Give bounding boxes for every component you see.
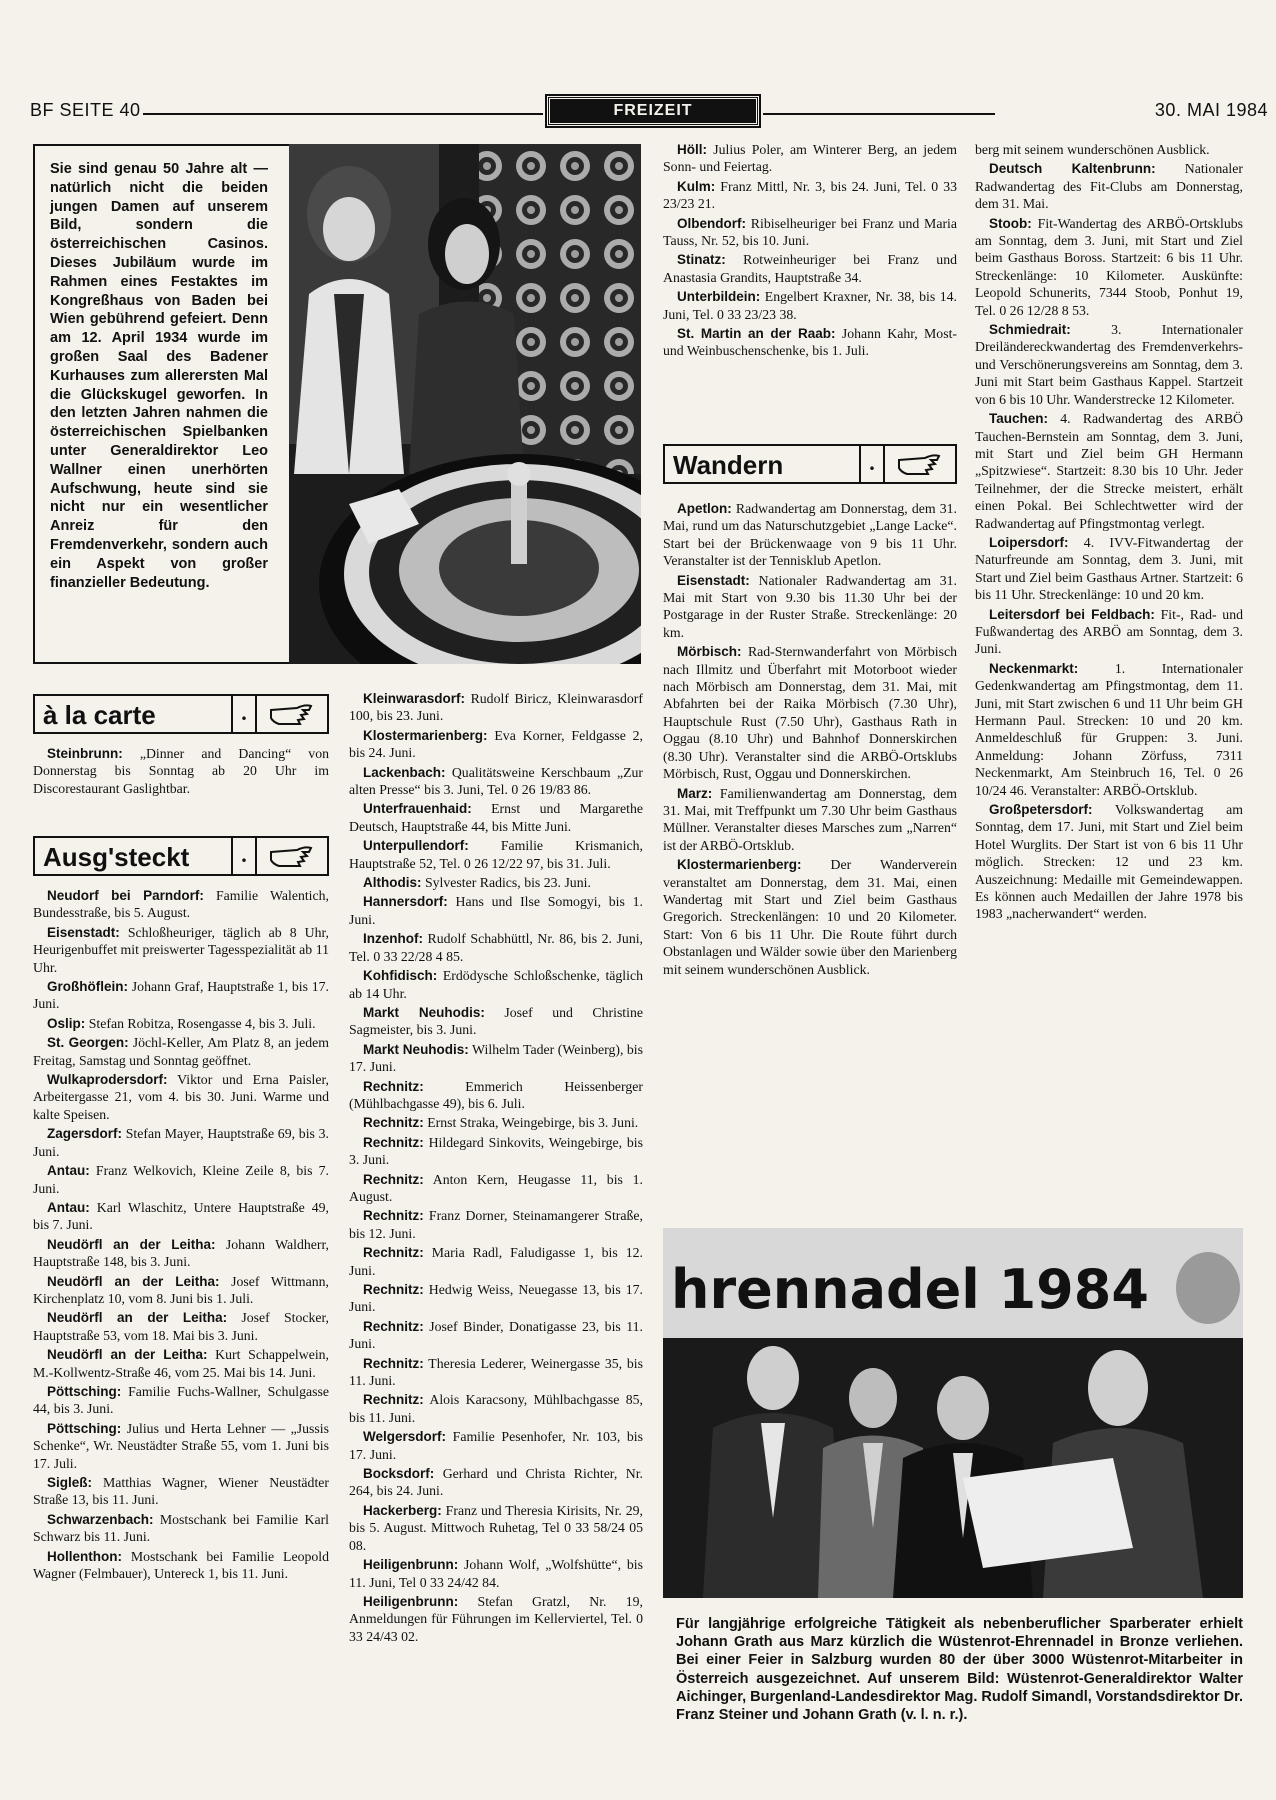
- entry-text: Kurt Schappelwein, M.-Kollwentz-Straße 46, vom 25. Mai bis 14. Juni.: [33, 1347, 329, 1380]
- award-photo: [663, 1228, 1243, 1598]
- header-rule-left: [143, 113, 543, 115]
- entry-place: Tauchen:: [989, 411, 1049, 427]
- list-item: [349, 1556, 643, 1591]
- list-item: [33, 1548, 329, 1583]
- list-item: [349, 1134, 643, 1169]
- entry-place: Leitersdorf bei Feldbach:: [989, 606, 1155, 622]
- entry-place: Loipersdorf:: [989, 534, 1069, 550]
- entry-text: Familie Fuchs-Wallner, Schulgasse 44, bis 3. Juni.: [33, 1383, 329, 1417]
- entry-place: Großhöflein:: [47, 979, 128, 995]
- entry-text: Hedwig Weiss, Neuegasse 13, bis 17. Juni.: [349, 1282, 643, 1315]
- list-item: [33, 1474, 329, 1509]
- entry-place: Klostermarienberg:: [363, 727, 488, 743]
- entry-text: Johann Graf, Hauptstraße 1, bis 17. Juni.: [33, 979, 329, 1012]
- entry-text: Franz Dorner, Steinamangerer Straße, bis 12. Juni.: [349, 1208, 643, 1241]
- entry-text: Erdödysche Schloßschenke, täglich ab 14 Uhr.: [349, 968, 643, 1001]
- entry-text: „Dinner and Dancing“ von Donnerstag bis Sonntag ab 20 Uhr im Discorestaurant Gaslightbar.: [33, 746, 329, 796]
- entry-place: Hackerberg:: [363, 1502, 442, 1518]
- entry-text: 3. Internationaler Dreiländereckwandertag des Fremdenverkehrs- und Verschönerungsvereins am Sonntag, dem 3. Juni mit Start beim Gasthaus Kappel. Startzeit von 6 bis 10 Uhr. Wanderstrecke 12 Kilometer.: [975, 322, 1243, 407]
- list-item: [33, 1071, 329, 1123]
- entry-text: Rudolf Schabhüttl, Nr. 86, bis 2. Juni, Tel. 0 33 22/28 4 85.: [349, 931, 643, 964]
- entry-text: Rad-Sternwanderfahrt von Mörbisch nach Illmitz und Überfahrt mit Motorboot wieder nach Mörbisch am Donnerstag, dem 31. Mai, mit Abfahrten bei der Raika Mörbisch (7.30 Uhr), Hauptschule Rust (7.50 Uhr), Gasthaus Rath in Oggau (8.10 Uhr) und Bahnhof Donnerskirchen (8.30 Uhr). Veranstalter sind die ARBÖ-Ortsklubs Mörbisch, Rust, Oggau und Donnerskirchen.: [663, 644, 957, 782]
- entry-place: Heiligenbrunn:: [363, 1557, 459, 1573]
- kicker-dot: .: [231, 838, 255, 874]
- entry-text: Rotweinheuriger bei Franz und Anastasia Grandits, Hauptstraße 34.: [663, 252, 957, 285]
- entry-text: Josef Stocker, Hauptstraße 53, vom 18. Mai bis 3. Juni.: [33, 1310, 329, 1343]
- entry-place: Wulkaprodersdorf:: [47, 1072, 168, 1088]
- list-item: [33, 1309, 329, 1344]
- ausgsteckt-title: Ausg'steckt: [43, 842, 190, 872]
- kicker-dot: .: [231, 696, 255, 732]
- entry-place: Kohfidisch:: [363, 968, 438, 984]
- alacarte-kicker: [33, 694, 329, 734]
- entry-text: Ernst Straka, Weingebirge, bis 3. Juni.: [423, 1115, 639, 1131]
- entry-place: Kulm:: [677, 178, 716, 194]
- entry-text: Josef Wittmann, Kirchenplatz 10, vom 8. Juni bis 1. Juli.: [33, 1273, 330, 1306]
- list-item: [349, 1391, 643, 1426]
- entry-place: Klostermarienberg:: [677, 857, 802, 873]
- entry-place: Sigleß:: [47, 1475, 93, 1490]
- entry-place: Deutsch Kaltenbrunn:: [989, 161, 1156, 177]
- list-item: [663, 215, 957, 250]
- entry-place: St. Martin an der Raab:: [677, 326, 836, 342]
- list-item: [349, 1355, 643, 1390]
- entry-place: Unterbildein:: [677, 289, 761, 305]
- entry-place: Rechnitz:: [363, 1134, 424, 1150]
- list-item: [349, 1593, 643, 1645]
- entry-text: Qualitätsweine Kerschbaum „Zur alten Presse“ bis 3. Juni, Tel. 0 26 19/83 86.: [349, 764, 643, 798]
- list-item: [349, 874, 643, 891]
- entry-text: Nationaler Radwandertag des Fit-Clubs am Donnerstag, dem 31. Mai.: [975, 161, 1243, 212]
- entry-place: Oslip:: [47, 1015, 86, 1031]
- entry-place: Rechnitz:: [363, 1115, 424, 1131]
- entry-text: Wilhelm Tader (Weinberg), bis 17. Juni.: [349, 1041, 643, 1075]
- entry-place: Eisenstadt:: [47, 924, 120, 940]
- entry-place: Althodis:: [363, 875, 422, 891]
- list-item: [349, 1078, 643, 1113]
- entry-place: Marz:: [677, 785, 713, 801]
- entry-text: Franz Welkovich, Kleine Zeile 8, bis 7. Juni.: [33, 1163, 329, 1196]
- ausgsteckt-column-2: [349, 690, 643, 1647]
- list-item: [975, 321, 1243, 408]
- entry-place: Markt Neuhodis:: [363, 1004, 485, 1020]
- entry-place: Rechnitz:: [363, 1318, 424, 1334]
- entry-place: Pöttsching:: [47, 1420, 122, 1436]
- list-item: [349, 1465, 643, 1500]
- list-item: [975, 660, 1243, 799]
- entry-text: Hans und Ilse Somogyi, bis 1. Juni.: [349, 894, 643, 927]
- list-item: [975, 160, 1243, 212]
- entry-text: Sylvester Radics, bis 23. Juni.: [421, 875, 591, 891]
- entry-text: Julius Poler, am Winterer Berg, an jedem Sonn- und Feiertag.: [663, 142, 957, 175]
- entry-text: Franz Mittl, Nr. 3, bis 24. Juni, Tel. 0 33 23/23 21.: [663, 178, 957, 212]
- list-item: [33, 1273, 329, 1308]
- list-item: [33, 1420, 329, 1472]
- entry-place: Markt Neuhodis:: [363, 1041, 469, 1057]
- header-rule-right: [763, 113, 995, 115]
- award-photo-caption: Für langjährige erfolgreiche Tätigkeit als nebenberuflicher Sparberater erhielt Johann Grath aus Marz kürzlich die Wüstenrot-Ehrennadel in Bronze verliehen. Bei einer Feier in Salzburg wurden 80 der über 3000 Wüstenrot-Mitarbeiter in Österreich ausgezeichnet. Auf unserem Bild: Wüstenrot-Generaldirektor Walter Aichinger, Burgenland-Landesdirektor Mag. Rudolf Simandl, Vorstandsdirektor Dr. Franz Steiner und Johann Grath (v. l. n. r.).: [676, 1616, 1243, 1724]
- entry-text: Emmerich Heissenberger (Mühlbachgasse 49), bis 6. Juli.: [349, 1078, 643, 1111]
- entry-text: Radwandertag am Donnerstag, dem 31. Mai, rund um das Naturschutzgebiet „Lange Lacke“. Start bei der Brückenwaage von 9 bis 11 Uhr. Veranstalter ist der Tennisklub Apetlon.: [663, 501, 957, 569]
- entry-text: Familie Walentich, Bundesstraße, bis 5. August.: [33, 888, 329, 921]
- entry-text: Fit-, Rad- und Fußwandertag des ARBÖ am Sonntag, dem 3. Juni.: [975, 606, 1244, 657]
- entry-place: Rechnitz:: [363, 1355, 424, 1371]
- ausgsteckt-column-3: [663, 141, 957, 362]
- list-item: [975, 801, 1243, 923]
- list-item: [33, 1511, 329, 1546]
- entry-text: Jöchl-Keller, Am Platz 8, an jedem Freitag, Samstag und Sonntag geöffnet.: [33, 1035, 329, 1068]
- entry-text: Nationaler Radwandertag am 31. Mai mit Start von 9.30 bis 11.30 Uhr bei der Postgarage in der Ruster Straße. Streckenlänge: 20 km.: [663, 572, 957, 640]
- page-number: BF SEITE 40: [30, 100, 141, 120]
- entry-text: Schloßheuriger, täglich ab 8 Uhr, Heurigenbuffet mit preiswerter Tagesspezialität ab 11 Uhr.: [33, 924, 329, 975]
- entry-place: Inzenhof:: [363, 931, 423, 947]
- entry-place: Neudörfl an der Leitha:: [47, 1273, 220, 1289]
- list-item: [349, 1114, 643, 1131]
- entry-text: Gerhard und Christa Richter, Nr. 264, bis 24. Juni.: [349, 1466, 643, 1499]
- list-item: [33, 887, 329, 922]
- entry-text: Josef und Christine Sagmeister, bis 3. Juni.: [349, 1004, 643, 1038]
- alacarte-list: [33, 745, 329, 799]
- entry-text: Julius und Herta Lehner — „Jussis Schenke“, Wr. Neustädter Straße 55, vom 1. Juni bis 17. Juli.: [33, 1420, 329, 1471]
- list-item: [663, 500, 957, 570]
- list-item: [349, 1502, 643, 1554]
- entry-text: Der Wanderverein veranstaltet am Donnerstag, dem 31. Mai, einen Wandertag mit Start und Ziel beim Gasthaus Gregorich. Streckenlängen: 10 und 20 Kilometer. Start: Von 6 bis 11 Uhr. Die Route führt durch Obstanlagen und Wälder sowie über den Marienberg mit seinem wunderschönen Ausblick.: [663, 857, 957, 977]
- entry-place: Neckenmarkt:: [989, 660, 1079, 676]
- list-item: [663, 178, 957, 213]
- entry-text: 4. Radwandertag des ARBÖ Tauchen-Bernstein am Sonntag, dem 3. Juni, mit Start und Ziel beim GH Hermann „Spitzwiese“. Startzeit: 8.30 bis 10 Uhr. Jeder Teilnehmer, der die Strecke meistert, erhält einen Pokal. Bei Schlechtwetter wird der Radwandertag auf Pfingstmontag verlegt.: [975, 411, 1243, 531]
- pointing-hand-icon: [255, 838, 327, 874]
- entry-text: Familie Pesenhofer, Nr. 103, bis 17. Juni.: [349, 1429, 643, 1462]
- entry-text: Familienwandertag am Donnerstag, dem 31. Mai, mit Treffpunkt um 7.30 Uhr beim Gasthaus Müllner. Veranstalter dieses Marsches zum „Narren“ ist der ARBÖ-Ortsklub.: [663, 785, 957, 853]
- list-item: [349, 1004, 643, 1039]
- list-item: [349, 764, 643, 799]
- entry-place: Heiligenbrunn:: [363, 1593, 459, 1609]
- entry-text: Mostschank bei Familie Karl Schwarz bis 11. Juni.: [33, 1511, 329, 1545]
- wandern-column-3: [663, 500, 957, 980]
- list-item: [663, 141, 957, 176]
- entry-text: 4. IVV-Fitwandertag der Naturfreunde am Sonntag, dem 3. Juni, mit Start und Ziel beim Gasthaus Artner. Startzeit: 6 bis 11 Uhr. Streckenlänge: 10 und 20 km.: [975, 534, 1243, 603]
- entry-text: Mostschank bei Familie Leopold Wagner (Felmbauer), Untereck 1, bis 11. Juni.: [33, 1548, 329, 1582]
- list-item: [349, 967, 643, 1002]
- entry-place: Rechnitz:: [363, 1282, 424, 1297]
- entry-text: berg mit seinem wunderschönen Ausblick.: [975, 142, 1210, 157]
- entry-text: Theresia Lederer, Weinergasse 35, bis 11. Juni.: [349, 1355, 643, 1389]
- list-item: [33, 1346, 329, 1381]
- ausgsteckt-kicker: [33, 836, 329, 876]
- list-item: [33, 978, 329, 1013]
- entry-text: Alois Karacsony, Mühlbachgasse 85, bis 11. Juni.: [349, 1392, 643, 1425]
- entry-place: Rechnitz:: [363, 1078, 424, 1094]
- list-item: [975, 606, 1243, 658]
- pointing-hand-icon: [255, 696, 327, 732]
- entry-place: Pöttsching:: [47, 1383, 122, 1399]
- list-item: [663, 643, 957, 782]
- wandern-title: Wandern: [673, 450, 784, 480]
- wandern-kicker: [663, 444, 957, 484]
- entry-place: Rechnitz:: [363, 1392, 424, 1408]
- entry-place: Bocksdorf:: [363, 1466, 435, 1482]
- entry-place: Apetlon:: [677, 501, 732, 516]
- entry-text: Stefan Mayer, Hauptstraße 69, bis 3. Juni.: [33, 1126, 329, 1159]
- entry-place: Zagersdorf:: [47, 1126, 123, 1142]
- list-item: [349, 1171, 643, 1206]
- pointing-hand-icon: [883, 446, 955, 482]
- entry-place: Lackenbach:: [363, 764, 446, 780]
- list-item: [33, 1162, 329, 1197]
- list-item: [349, 727, 643, 762]
- entry-place: Hannersdorf:: [363, 894, 448, 910]
- entry-text: Engelbert Kraxner, Nr. 38, bis 14. Juni, Tel. 0 33 23/23 38.: [663, 289, 957, 322]
- list-item: [33, 1383, 329, 1418]
- kicker-dot: .: [859, 446, 883, 482]
- entry-place: Neudorf bei Parndorf:: [47, 888, 204, 903]
- list-item: [33, 1236, 329, 1271]
- entry-place: Stoob:: [989, 215, 1032, 231]
- banner-text: hrennadel 1984: [671, 1258, 1149, 1321]
- entry-text: Johann Waldherr, Hauptstraße 148, bis 3. Juni.: [33, 1236, 329, 1270]
- entry-place: Steinbrunn:: [47, 746, 123, 761]
- entry-place: Rechnitz:: [363, 1245, 424, 1261]
- list-item: [33, 1199, 329, 1234]
- list-item: [975, 141, 1243, 158]
- entry-text: Johann Kahr, Most- und Weinbuschenschenke, bis 1. Juli.: [663, 326, 958, 359]
- entry-text: Fit-Wandertag des ARBÖ-Ortsklubs am Sonntag, dem 3. Juni, mit Start und Ziel beim Gasthaus Boross. Startzeit: 6 bis 11 Uhr. Streckenlänge: 10 Kilometer. Auskünfte: Leopold Schunerits, 7344 Stoob, Ponhut 19, Tel. 0 26 12/28 8 53.: [975, 215, 1243, 318]
- list-item: [975, 410, 1243, 532]
- list-item: [975, 534, 1243, 604]
- list-item: [33, 1015, 329, 1032]
- entry-place: Kleinwarasdorf:: [363, 691, 466, 706]
- entry-place: Höll:: [677, 142, 707, 157]
- entry-text: Karl Wlaschitz, Untere Hauptstraße 49, bis 7. Juni.: [33, 1199, 329, 1233]
- entry-place: Antau:: [47, 1163, 90, 1179]
- casino-photo: [289, 144, 641, 664]
- entry-text: Anton Kern, Heugasse 11, bis 1. August.: [349, 1171, 643, 1204]
- entry-text: Volkswandertag am Sonntag, dem 17. Juni, mit Start und Ziel beim Hotel Wurglits. Der Start ist von 6 bis 11 Uhr möglich. Strecken: 12 und 23 km. Auszeichnung: Medaille mit Gemeindewappen. Es können auch Medaillen der Jahre 1978 bis 1983 „nacherwandert“ werden.: [975, 802, 1243, 922]
- list-item: [349, 930, 643, 965]
- list-item: [349, 837, 643, 872]
- entry-place: Rechnitz:: [363, 1208, 424, 1224]
- list-item: [349, 1428, 643, 1463]
- list-item: [663, 856, 957, 978]
- alacarte-title: à la carte: [43, 700, 156, 730]
- entry-text: Familie Krismanich, Hauptstraße 52, Tel. 0 26 12/22 97, bis 31. Juli.: [349, 838, 643, 871]
- entry-place: Stinatz:: [677, 252, 726, 268]
- ausgsteckt-column-1: [33, 887, 329, 1584]
- entry-text: Ernst und Margarethe Deutsch, Hauptstraße 44, bis Mitte Juni.: [349, 801, 643, 834]
- entry-text: Franz und Theresia Kirisits, Nr. 29, bis 5. August. Mittwoch Ruhetag, Tel 0 33 58/24 05 08.: [349, 1502, 643, 1553]
- entry-place: Schmiedrait:: [989, 322, 1071, 338]
- entry-text: Eva Korner, Feldgasse 2, bis 24. Juni.: [349, 727, 643, 761]
- entry-text: 1. Internationaler Gedenkwandertag am Pfingstmontag, dem 11. Juni, mit Start zwischen 6 und 11 Uhr beim GH Hermann Paul. Strecken: 10 und 20 km. Anmeldeschluß für Gruppen: 3. Juni. Anmeldung: Johann Zörfuss, 7311 Neckenmarkt, Am Steinbruch 16, Tel. 0 26 10/24 46. Veranstalter: ARBÖ-Ortsklub.: [975, 660, 1243, 798]
- list-item: [663, 572, 957, 642]
- list-item: [33, 1034, 329, 1069]
- list-item: [33, 924, 329, 976]
- list-item: [349, 1207, 643, 1242]
- entry-text: Ribiselheuriger bei Franz und Maria Tauss, Nr. 52, bis 10. Juni.: [663, 215, 957, 249]
- issue-date: 30. MAI 1984: [1154, 100, 1268, 120]
- entry-place: Schwarzenbach:: [47, 1511, 154, 1527]
- entry-text: Johann Wolf, „Wolfshütte“, bis 11. Juni, Tel 0 33 24/42 84.: [349, 1557, 643, 1590]
- section-label: [547, 96, 759, 126]
- entry-place: Neudörfl an der Leitha:: [47, 1347, 208, 1363]
- entry-place: Unterfrauenhaid:: [363, 801, 472, 817]
- list-item: [349, 893, 643, 928]
- entry-place: Neudörfl an der Leitha:: [47, 1236, 216, 1252]
- entry-place: Großpetersdorf:: [989, 802, 1093, 818]
- list-item: [349, 1281, 643, 1316]
- entry-text: Stefan Robitza, Rosengasse 4, bis 3. Juli.: [85, 1015, 316, 1031]
- entry-place: Hollenthon:: [47, 1548, 122, 1564]
- entry-text: Hildegard Sinkovits, Weingebirge, bis 3. Juni.: [349, 1134, 643, 1168]
- section-label-text: FREIZEIT: [613, 102, 693, 119]
- list-item: [663, 325, 957, 360]
- entry-place: Antau:: [47, 1199, 90, 1215]
- entry-text: Rudolf Biricz, Kleinwarasdorf 100, bis 23. Juni.: [349, 691, 643, 724]
- wandern-column-4: [975, 141, 1243, 925]
- entry-text: Maria Radl, Faludigasse 1, bis 12. Juni.: [349, 1245, 643, 1278]
- entry-place: Olbendorf:: [677, 215, 746, 231]
- casino-photo-caption: Sie sind genau 50 Jahre alt — natürlich nicht die beiden jungen Damen auf unserem Bild, sondern die österreichischen Casinos. Dieses Jubiläum wurde im Rahmen eines Festaktes im Kongreßhaus von Baden bei Wien gebührend gefeiert. Denn am 12. April 1934 wurde im großen Saal des Badener Kurhauses zum allerersten Mal die Glückskugel geworfen. In den letzten Jahren nahmen die österreichischen Spielbanken unter Generaldirektor Leo Wallner einen unerhörten Aufschwung, heute sind sie nicht nur ein wesentlicher Anreiz für den Fremdenverkehr, sondern auch ein Aspekt von großer finanzieller Bedeutung.: [50, 161, 268, 591]
- list-item: [33, 1125, 329, 1160]
- list-item: [663, 785, 957, 855]
- list-item: [349, 1244, 643, 1279]
- entry-text: Matthias Wagner, Wiener Neustädter Straße 13, bis 11. Juni.: [33, 1475, 329, 1508]
- entry-place: Mörbisch:: [677, 644, 742, 660]
- list-item: [663, 288, 957, 323]
- list-item: [663, 251, 957, 286]
- list-item: [33, 745, 329, 797]
- entry-place: Rechnitz:: [363, 1171, 424, 1187]
- entry-text: Viktor und Erna Paisler, Arbeitergasse 21, vom 4. bis 30. Juni. Warme und kalte Speisen.: [33, 1072, 329, 1122]
- list-item: [349, 690, 643, 725]
- list-item: [975, 215, 1243, 319]
- entry-place: Neudörfl an der Leitha:: [47, 1310, 228, 1326]
- list-item: [349, 1318, 643, 1353]
- entry-place: St. Georgen:: [47, 1035, 129, 1051]
- entry-place: Welgersdorf:: [363, 1429, 447, 1445]
- entry-place: Unterpullendorf:: [363, 838, 469, 854]
- entry-text: Stefan Gratzl, Nr. 19, Anmeldungen für Führungen im Kellerviertel, Tel. 0 33 24/43 02.: [349, 1593, 643, 1644]
- entry-place: Eisenstadt:: [677, 572, 750, 588]
- entry-text: Josef Binder, Donatigasse 23, bis 11. Juni.: [349, 1318, 643, 1352]
- list-item: [349, 1041, 643, 1076]
- list-item: [349, 800, 643, 835]
